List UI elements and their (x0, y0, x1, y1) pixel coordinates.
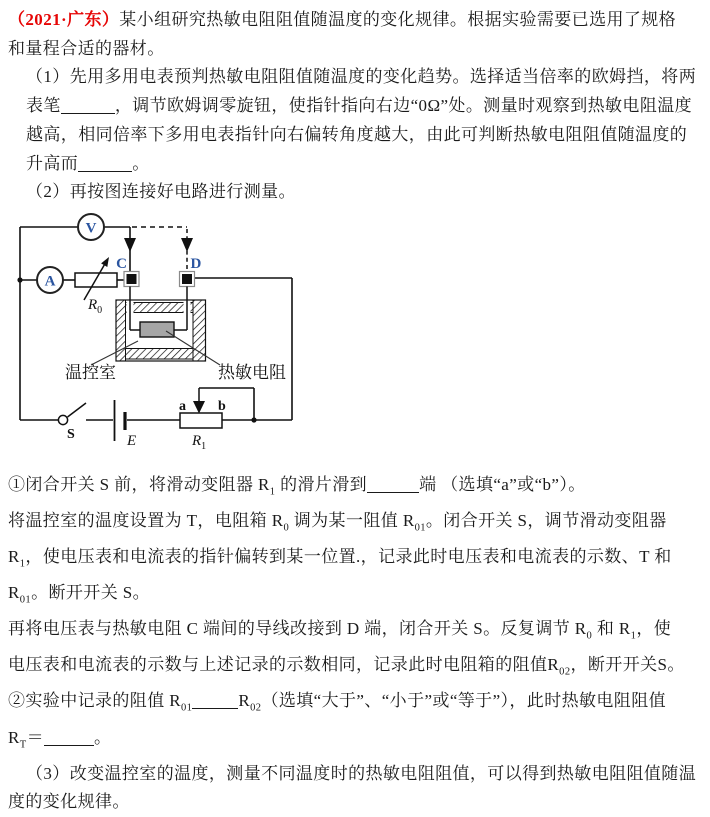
text-segment: 和量程合适的器材。 (8, 38, 165, 58)
junction-dot-right (251, 417, 256, 422)
question-text-bottom (0, 471, 710, 817)
symbol-with-subscript: $R_{01}$ (8, 583, 32, 606)
switch-label: S (67, 426, 75, 442)
ammeter (37, 267, 63, 293)
temperature-chamber (116, 286, 206, 361)
blank-underline (367, 491, 419, 493)
text-segment: 。 (132, 153, 150, 173)
symbol-with-subscript: $R_{01}$ (402, 511, 426, 534)
text-line (0, 724, 710, 760)
text-segment: ②实验中记录的阻值 (8, 691, 170, 711)
symbol-with-subscript: $R_1$ (258, 474, 276, 498)
text-segment: 的滑片滑到 (275, 474, 368, 494)
text-segment: 端 （选填“a”或“b”）。 (419, 474, 586, 494)
text-segment: （选填“大于”、“小于”或“等于”），此时热敏电阻阻值 (261, 691, 667, 711)
text-line (0, 121, 710, 150)
symbol-with-subscript: $R_T$ (8, 727, 27, 750)
resistance-box-r0 (75, 257, 117, 316)
text-segment: 度的变化规律。 (8, 792, 130, 812)
text-segment: 表笔 (26, 96, 61, 116)
symbol-with-subscript: $R_{02}$ (238, 691, 262, 714)
text-line (0, 63, 710, 92)
text-segment: 电压表和电流表的示数与上述记录的示数相同，记录此时电阻箱的阻值 (8, 655, 548, 675)
slider-b-label: b (218, 398, 226, 414)
text-segment: 。断开开关 S。 (31, 583, 150, 603)
arrow-down-c (124, 238, 136, 252)
text-line (0, 150, 710, 179)
ammeter-label: A (44, 273, 56, 290)
r1-label: $R_1$ (192, 432, 207, 452)
text-segment: 某小组研究热敏电阻阻值随温度的变化规律。根据实验需要已选用了规格 (119, 10, 677, 29)
terminal-c (116, 256, 139, 287)
text-segment: 。闭合开关 S，调节滑动变阻器 (425, 511, 667, 531)
battery (115, 400, 137, 449)
text-line (0, 651, 710, 687)
text-segment: 越高，相同倍率下多用电表指针向右偏转角度越大，由此可判断热敏电阻阻值随温度的 (26, 124, 688, 144)
slider-a-label: a (179, 398, 186, 414)
text-segment: ，使电压表和电流表的指针偏转到某一位置.，记录此时电压表和电流表的示数、T 和 (25, 547, 672, 567)
chamber-label: 温控室 (65, 362, 116, 382)
text-segment: 。 (94, 727, 112, 747)
text-segment: ＝ (26, 727, 44, 747)
arrow-down-d (181, 238, 193, 252)
symbol-with-subscript: $R_1$ (618, 619, 637, 642)
symbol-with-subscript: $R_1$ (8, 547, 26, 570)
circuit-diagram (0, 207, 710, 471)
text-segment: 再将电压表与热敏电阻 C 端间的导线改接到 D 端，闭合开关 S。反复调节 (8, 619, 575, 639)
text-segment: ①闭合开关 S 前，将滑动变阻器 (8, 474, 259, 494)
battery-label: E (127, 432, 137, 449)
text-segment: 升高而 (26, 153, 79, 173)
text-segment: 将温控室的温度设置为 T，电阻箱 (8, 511, 272, 531)
text-segment: （3）改变温控室的温度，测量不同温度时的热敏电阻阻值，可以得到热敏电阻阻值随温 (26, 763, 697, 783)
text-segment: ，断开开关S。 (570, 655, 685, 675)
question-source-tag: （2021·广东） (8, 10, 120, 29)
text-line (0, 507, 710, 543)
voltmeter (78, 214, 104, 240)
dashed-rewire-path (132, 227, 187, 271)
terminal-d-label: D (190, 255, 202, 272)
blank-underline (61, 112, 115, 114)
text-segment: （2）再按图连接好电路进行测量。 (26, 182, 296, 202)
symbol-with-subscript: $R_{01}$ (169, 691, 193, 714)
r0-label: $R_0$ (88, 296, 103, 316)
circuit-diagram-svg (2, 207, 332, 459)
text-line (0, 788, 710, 817)
text-line (0, 471, 710, 507)
text-line (0, 6, 710, 35)
blank-underline (78, 170, 132, 172)
text-segment: （1）先用多用电表预判热敏电阻阻值随温度的变化趋势。选择适当倍率的欧姆挡，将两 (26, 67, 697, 87)
text-line (0, 760, 710, 789)
terminal-d (180, 256, 202, 287)
slider-arrow (193, 401, 205, 414)
text-segment: ，使 (636, 619, 672, 639)
switch (58, 403, 86, 442)
text-line (0, 178, 710, 207)
symbol-with-subscript: $R_{02}$ (547, 655, 571, 678)
junction-dot-left (17, 277, 22, 282)
text-line (0, 687, 710, 723)
blank-underline (192, 707, 238, 709)
question-text-top (0, 6, 710, 207)
terminal-c-label: C (116, 255, 127, 272)
text-line (0, 543, 710, 579)
blank-underline (44, 744, 94, 746)
text-segment: 和 (592, 619, 619, 639)
text-line (0, 615, 710, 651)
text-line (0, 579, 710, 615)
text-segment: ，调节欧姆调零旋钮，使指针指向右边“0Ω”处。测量时观察到热敏电阻温度 (114, 96, 693, 116)
symbol-with-subscript: $R_0$ (574, 619, 593, 642)
voltmeter-label: V (85, 220, 97, 237)
thermistor-label: 热敏电阻 (218, 362, 286, 382)
text-segment: 调为某一阻值 (289, 511, 403, 531)
text-line (0, 92, 710, 121)
symbol-with-subscript: $R_0$ (271, 511, 290, 534)
text-line (0, 35, 710, 64)
thermistor-body (140, 322, 174, 337)
